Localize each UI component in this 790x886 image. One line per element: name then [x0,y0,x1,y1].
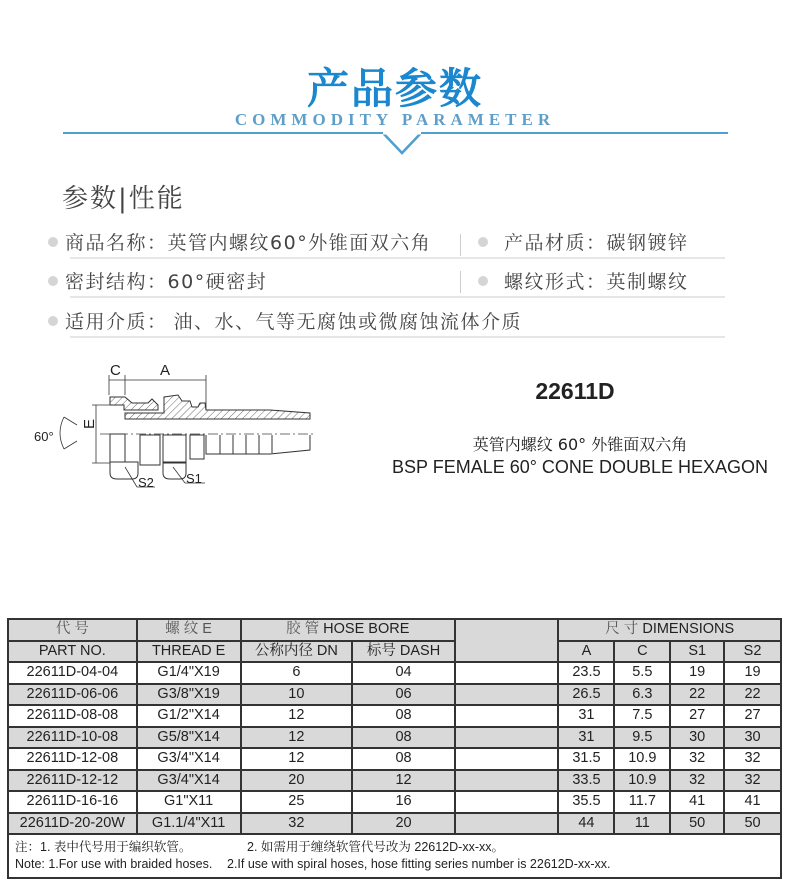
chevron-down-icon [383,132,421,156]
cell-s2: 27 [724,705,781,727]
cell-s2: 22 [724,684,781,706]
cell-s2: 41 [724,791,781,813]
cell-a: 31 [558,705,614,727]
cell-a: 35.5 [558,791,614,813]
property-row [48,307,728,347]
header-c: C [614,641,670,663]
cell-dn: 10 [241,684,353,706]
divider [460,234,461,256]
cell-thread: G3/4"X14 [137,748,241,770]
header-thread-cn-text: 螺 纹 E [165,621,212,638]
property-value: 英管内螺纹60°外锥面双六角 [167,232,432,254]
cell-dn: 6 [241,662,353,684]
cell-c: 5.5 [614,662,670,684]
cell-part: 22611D-04-04 [8,662,137,684]
header-part-en: PART NO. [8,641,137,663]
note-cn-2: 2. 如需用于缠绕软管代号改为 22612D-xx-xx。 [247,840,504,854]
property-label: 螺纹形式： [504,271,607,293]
bullet-icon [48,316,58,326]
cell-dn: 12 [241,748,353,770]
property-thread-type [478,267,689,294]
fitting-drawing [30,355,330,500]
cell-dash: 12 [352,770,455,792]
cell-s2: 32 [724,770,781,792]
row-divider [70,296,725,298]
cell-s1: 19 [670,662,724,684]
cell-c: 9.5 [614,727,670,749]
header-s2: S2 [724,641,781,663]
cell-s1: 27 [670,705,724,727]
cell-c: 10.9 [614,748,670,770]
cell-thread: G3/4"X14 [137,770,241,792]
cell-blank [455,770,559,792]
cell-a: 23.5 [558,662,614,684]
cell-thread: G1"X11 [137,791,241,813]
header-hose-en: HOSE BORE [323,621,410,638]
cell-dash: 06 [352,684,455,706]
cell-s1: 32 [670,748,724,770]
cell-dn: 12 [241,705,353,727]
property-product-name [48,228,431,255]
cell-c: 11.7 [614,791,670,813]
cell-dn: 20 [241,770,353,792]
property-value: 油、水、气等无腐蚀或微腐蚀流体介质 [173,311,523,333]
cell-blank [455,791,559,813]
header-dimensions [558,619,781,641]
dim-label-s2: S2 [138,475,154,490]
cell-dash: 16 [352,791,455,813]
cell-a: 31 [558,727,614,749]
cell-thread: G1/4"X19 [137,662,241,684]
table-row [8,705,781,727]
cell-blank [455,727,559,749]
header-thread-cn [137,619,241,641]
table-notes [8,834,781,878]
cell-a: 26.5 [558,684,614,706]
spec-table [7,618,782,879]
dim-label-s1: S1 [186,471,202,486]
cell-s2: 30 [724,727,781,749]
row-divider [70,336,725,338]
property-value: 碳钢镀锌 [606,232,689,254]
table-row [8,748,781,770]
property-label: 商品名称： [65,232,168,254]
table-row [8,813,781,835]
cell-s1: 22 [670,684,724,706]
note-cn-1: 注：1. 表中代号用于编织软管。 [15,840,192,854]
cell-a: 44 [558,813,614,835]
cell-thread: G1.1/4"X11 [137,813,241,835]
cell-s2: 19 [724,662,781,684]
header-thread-en: THREAD E [137,641,241,663]
page-title: 产品参数 [306,64,483,113]
cell-dash: 20 [352,813,455,835]
cell-part: 22611D-08-08 [8,705,137,727]
product-description-cn: 英管内螺纹 60° 外锥面双六角 [472,435,688,454]
property-media [48,307,522,334]
header-dim-cn: 尺 寸 [605,621,639,638]
page-subtitle: COMMODITY PARAMETER [234,110,556,129]
header-blank [455,619,559,662]
cell-c: 11 [614,813,670,835]
table-notes-row [8,834,781,878]
header-dash: 标号 DASH [352,641,455,663]
cell-blank [455,705,559,727]
cell-c: 7.5 [614,705,670,727]
cell-thread: G3/8"X19 [137,684,241,706]
table-row [8,770,781,792]
bullet-icon [48,237,58,247]
header-a: A [558,641,614,663]
bullet-icon [478,237,488,247]
cell-part: 22611D-06-06 [8,684,137,706]
table-row [8,791,781,813]
header-s1: S1 [670,641,724,663]
cell-blank [455,662,559,684]
property-seal [48,267,267,294]
cell-part: 22611D-10-08 [8,727,137,749]
property-material [478,228,689,255]
property-value: 英制螺纹 [606,271,689,293]
cell-dn: 32 [241,813,353,835]
cell-thread: G1/2"X14 [137,705,241,727]
cell-s1: 32 [670,770,724,792]
cell-part: 22611D-12-08 [8,748,137,770]
cell-blank [455,813,559,835]
cell-s1: 50 [670,813,724,835]
header-dim-en: DIMENSIONS [642,621,735,638]
table-header-row [8,619,781,641]
cell-dn: 12 [241,727,353,749]
cell-dash: 04 [352,662,455,684]
table-row [8,684,781,706]
cell-blank [455,684,559,706]
cell-dn: 25 [241,791,353,813]
cell-c: 10.9 [614,770,670,792]
cell-a: 33.5 [558,770,614,792]
divider [460,271,461,293]
property-row [48,267,728,307]
cell-s2: 50 [724,813,781,835]
dim-label-a: A [160,362,171,379]
bullet-icon [48,276,58,286]
property-label: 密封结构： [65,271,168,293]
cell-s1: 41 [670,791,724,813]
cell-c: 6.3 [614,684,670,706]
header-hose-cn: 胶 管 [286,621,320,638]
cell-dash: 08 [352,727,455,749]
model-number: 22611D [535,378,615,404]
section-title: 参数|性能 [62,184,185,214]
cell-part: 22611D-16-16 [8,791,137,813]
dim-label-c: C [110,362,121,379]
cell-dash: 08 [352,705,455,727]
note-en-1: Note: 1.For use with braided hoses. [15,857,213,871]
cell-s2: 32 [724,748,781,770]
property-label: 适用介质： [65,311,168,333]
cell-blank [455,748,559,770]
property-row [48,228,728,268]
cell-a: 31.5 [558,748,614,770]
table-row [8,662,781,684]
cell-s1: 30 [670,727,724,749]
header-hose [241,619,455,641]
dim-label-e: E [81,418,98,429]
table-row [8,727,781,749]
cell-part: 22611D-20-20W [8,813,137,835]
bullet-icon [478,276,488,286]
product-description-en: BSP FEMALE 60° CONE DOUBLE HEXAGON [392,457,768,477]
header-part-cn: 代 号 [8,619,137,641]
note-en-2: 2.If use with spiral hoses, hose fitting series number is 22612D-xx-xx. [227,857,611,871]
cell-dash: 08 [352,748,455,770]
property-value: 60°硬密封 [167,271,268,293]
property-label: 产品材质： [504,232,607,254]
header-dn: 公称内径 DN [241,641,353,663]
angle-label: 60° [34,429,54,444]
row-divider [70,257,725,259]
table-header-row [8,641,781,663]
cell-thread: G5/8"X14 [137,727,241,749]
cell-part: 22611D-12-12 [8,770,137,792]
